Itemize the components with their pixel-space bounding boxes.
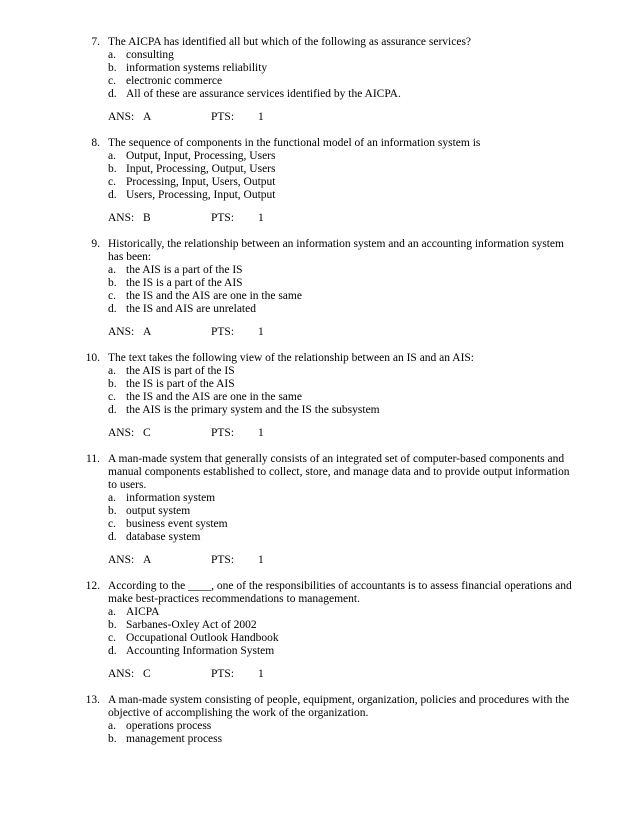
option-text: the IS and AIS are unrelated [126,303,256,315]
option-text: Accounting Information System [126,645,275,657]
option-letter: c. [108,632,116,644]
option-letter: b. [108,733,117,745]
answer-option [108,492,580,505]
answer-option [108,303,580,316]
question-text: The AICPA has identified all but which of the following as assurance services? [108,36,472,48]
option-letter: a. [108,264,116,276]
option-text: Sarbanes-Oxley Act of 2002 [126,619,257,631]
option-letter: b. [108,277,117,289]
option-text: output system [126,505,191,517]
option-text: the IS and the AIS are one in the same [126,290,302,302]
question-text: The sequence of components in the functional model of an information system is [108,137,481,149]
option-letter: a. [108,150,116,162]
question-text: Historically, the relationship between an information system and an accounting information system has been: [108,238,564,263]
answer-label: ANS: [108,554,135,566]
answer-option [108,189,580,202]
question-number: 12. [85,580,100,592]
answer-option [108,62,580,75]
answer-option [108,365,580,378]
answer-option [108,49,580,62]
points-label: PTS: [211,212,235,224]
answer-option [108,632,580,645]
option-text: Input, Processing, Output, Users [126,163,276,175]
option-letter: a. [108,365,116,377]
option-letter: a. [108,492,116,504]
option-letter: b. [108,62,117,74]
points-value: 1 [258,427,264,439]
answer-value: A [143,111,152,123]
points-label: PTS: [211,111,235,123]
answer-label: ANS: [108,326,135,338]
option-text: the AIS is the primary system and the IS the subsystem [126,404,380,416]
option-text: All of these are assurance services identified by the AICPA. [126,88,401,100]
option-text: the AIS is part of the IS [126,365,235,377]
option-text: information system [126,492,216,504]
option-letter: b. [108,619,117,631]
answer-option [108,290,580,303]
option-text: Output, Input, Processing, Users [126,150,276,162]
option-letter: c. [108,518,116,530]
answer-option [108,391,580,404]
answer-key-line [108,326,580,339]
answer-value: A [143,554,152,566]
answer-option [108,404,580,417]
question-number: 11. [86,453,100,465]
question-text: A man-made system consisting of people, equipment, organization, policies and procedures with the objective of accomplishing the work of the organization. [108,694,570,719]
option-text: the IS is part of the AIS [126,378,235,390]
answer-option [108,720,580,733]
points-value: 1 [258,554,264,566]
answer-option [108,150,580,163]
answer-label: ANS: [108,111,135,123]
question-text: A man-made system that generally consists of an integrated set of computer-based components and manual components established to collect, store, and manage data and to provide output information to users. [108,453,570,491]
option-letter: a. [108,720,116,732]
answer-option [108,505,580,518]
option-letter: c. [108,75,116,87]
answer-option [108,163,580,176]
answer-value: C [143,427,151,439]
answer-option [108,277,580,290]
option-letter: d. [108,531,117,543]
question-number: 7. [91,36,100,48]
question-number: 8. [91,137,100,149]
option-letter: d. [108,88,117,100]
answer-option [108,264,580,277]
points-label: PTS: [211,668,235,680]
option-letter: b. [108,505,117,517]
points-value: 1 [258,212,264,224]
option-text: the IS and the AIS are one in the same [126,391,302,403]
answer-option [108,531,580,544]
answer-value: C [143,668,151,680]
option-letter: c. [108,176,116,188]
answer-label: ANS: [108,668,135,680]
option-text: database system [126,531,201,543]
answer-key-line [108,111,580,124]
option-text: the AIS is a part of the IS [126,264,243,276]
option-letter: d. [108,404,117,416]
option-letter: b. [108,163,117,175]
option-letter: a. [108,606,116,618]
answer-option [108,176,580,189]
option-letter: d. [108,303,117,315]
answer-key-line [108,554,580,567]
option-text: operations process [126,720,212,732]
points-label: PTS: [211,427,235,439]
option-letter: c. [108,391,116,403]
answer-option [108,733,580,746]
question-item [0,36,638,124]
answer-option [108,75,580,88]
option-letter: d. [108,189,117,201]
option-text: the IS is a part of the AIS [126,277,243,289]
option-text: consulting [126,49,174,61]
option-text: management process [126,733,223,745]
option-text: Users, Processing, Input, Output [126,189,276,201]
question-number: 10. [85,352,100,364]
option-text: information systems reliability [126,62,268,74]
points-value: 1 [258,111,264,123]
question-item [0,580,638,681]
question-number: 9. [91,238,100,250]
option-letter: d. [108,645,117,657]
points-value: 1 [258,326,264,338]
option-letter: b. [108,378,117,390]
answer-option [108,619,580,632]
question-item [0,694,638,746]
option-letter: c. [108,290,116,302]
option-letter: a. [108,49,116,61]
option-text: AICPA [126,606,160,618]
answer-key-line [108,427,580,440]
points-label: PTS: [211,326,235,338]
answer-option [108,645,580,658]
points-value: 1 [258,668,264,680]
points-label: PTS: [211,554,235,566]
answer-label: ANS: [108,212,135,224]
question-list [0,36,638,759]
answer-option [108,518,580,531]
question-item [0,137,638,225]
answer-option [108,378,580,391]
answer-option [108,606,580,619]
option-text: Processing, Input, Users, Output [126,176,276,188]
answer-key-line [108,668,580,681]
question-item [0,238,638,339]
answer-option [108,88,580,101]
answer-value: A [143,326,152,338]
question-text: The text takes the following view of the relationship between an IS and an AIS: [108,352,474,364]
question-text: According to the ____, one of the responsibilities of accountants is to assess financial operations and make best-practices recommendations to management. [108,580,572,605]
answer-key-line [108,212,580,225]
answer-label: ANS: [108,427,135,439]
option-text: Occupational Outlook Handbook [126,632,279,644]
question-item [0,453,638,567]
question-item [0,352,638,440]
question-number: 13. [85,694,100,706]
option-text: business event system [126,518,228,530]
option-text: electronic commerce [126,75,223,87]
answer-value: B [143,212,151,224]
